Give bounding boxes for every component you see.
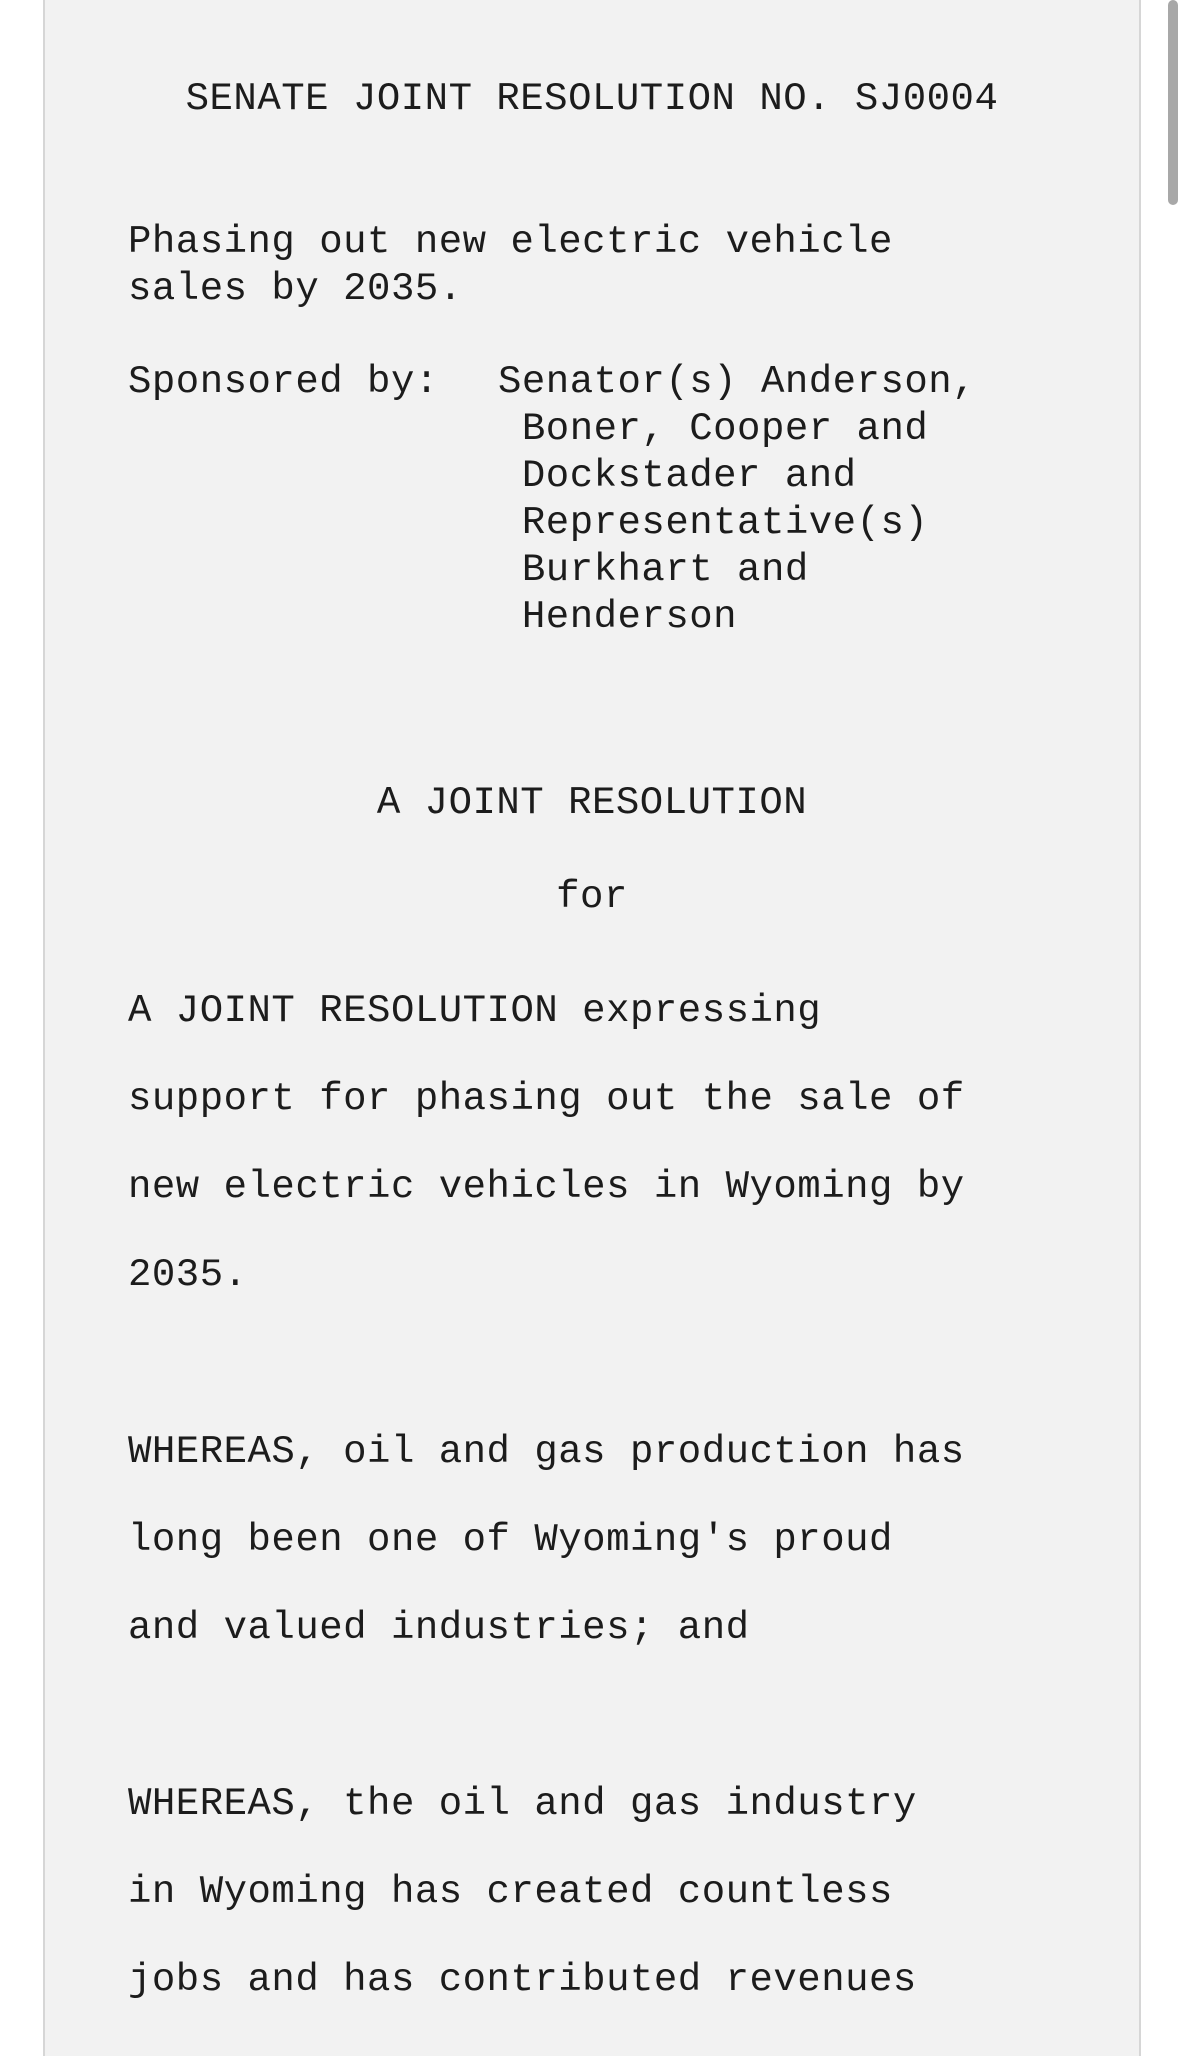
heading-for: for [556, 875, 628, 919]
sponsor-list: Senator(s) Anderson, Boner, Cooper and Dockstader and Representative(s) Burkhart and Henderson [498, 360, 977, 639]
scrollbar[interactable] [1168, 0, 1178, 205]
sponsor-label: Sponsored by: [128, 360, 439, 404]
resolution-title: SENATE JOINT RESOLUTION NO. SJ0004 [185, 77, 999, 121]
purpose-paragraph: A JOINT RESOLUTION expressing support for phasing out the sale of new electric vehicles in Wyoming by 2035. [128, 989, 965, 1297]
whereas-paragraph-2: WHEREAS, the oil and gas industry in Wyoming has created countless jobs and has contributed revenues [128, 1782, 917, 2002]
whereas-paragraph-1: WHEREAS, oil and gas production has long been one of Wyoming's proud and valued industries; and [128, 1430, 965, 1650]
resolution-heading: A JOINT RESOLUTION [376, 781, 808, 825]
short-title: Phasing out new electric vehicle sales by 2035. [128, 220, 893, 311]
